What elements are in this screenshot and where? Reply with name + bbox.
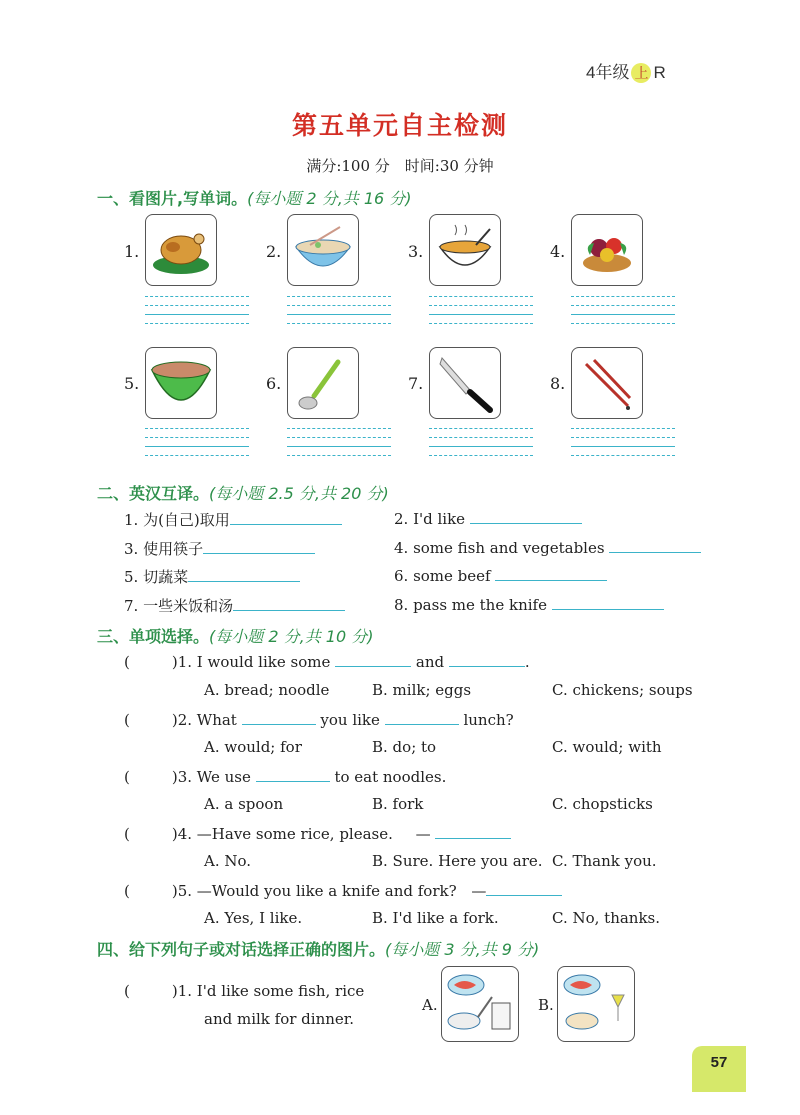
translation-prompt: 3. 使用筷子: [124, 540, 204, 558]
answer-lines[interactable]: [145, 296, 249, 332]
answer-blank[interactable]: [335, 652, 411, 667]
mc-question: [124, 881, 562, 900]
answer-blank[interactable]: [242, 710, 316, 725]
soup-bowl-icon: [429, 214, 501, 286]
option: C. No, thanks.: [552, 909, 661, 927]
question-text: )1. I'd like some fish, rice: [171, 982, 365, 1000]
translation-prompt: 6. some beef: [394, 567, 491, 585]
section1-note: (每小题 2 分,共 16 分): [247, 189, 412, 208]
section2-note: (每小题 2.5 分,共 20 分): [209, 484, 389, 503]
question-text: )3. We use: [171, 768, 251, 786]
item-number: 8.: [550, 374, 566, 393]
option: A. Yes, I like.: [204, 909, 303, 927]
section2-title: 二、英汉互译。: [97, 484, 210, 503]
section4-heading: [97, 937, 539, 960]
answer-paren[interactable]: (: [124, 653, 130, 671]
answer-paren[interactable]: (: [124, 882, 130, 900]
mc-question: [124, 652, 530, 671]
question-text: )1. I would like some: [171, 653, 331, 671]
question-text: lunch?: [463, 711, 514, 729]
answer-blank[interactable]: [435, 824, 511, 839]
option: C. Thank you.: [552, 852, 657, 870]
option: A. would; for: [204, 738, 302, 756]
option: C. chopsticks: [552, 795, 653, 813]
question-text: —: [471, 882, 487, 900]
answer-blank[interactable]: [552, 595, 664, 610]
option: B. I'd like a fork.: [372, 909, 499, 927]
section3-heading: [97, 624, 373, 647]
answer-lines[interactable]: [429, 428, 533, 464]
item-number: 7.: [408, 374, 424, 393]
item-number: 6.: [266, 374, 282, 393]
option-a-label: A.: [422, 996, 438, 1014]
mc-question: [124, 767, 446, 786]
answer-blank[interactable]: [256, 767, 330, 782]
question-text: —: [415, 825, 431, 843]
question-text: )5. —Would you like a knife and fork?: [171, 882, 457, 900]
section3-title: 三、单项选择。: [97, 627, 210, 646]
question-text: .: [524, 653, 530, 671]
answer-lines[interactable]: [145, 428, 249, 464]
spoon-icon: [287, 347, 359, 419]
option: B. milk; eggs: [372, 681, 472, 699]
answer-lines[interactable]: [287, 296, 391, 332]
page-title: 第五单元自主检测: [291, 111, 508, 140]
question-text: )4. —Have some rice, please.: [171, 825, 393, 843]
option: B. do; to: [372, 738, 437, 756]
section1-title: 一、看图片,写单词。: [97, 189, 248, 208]
option: C. would; with: [552, 738, 662, 756]
translation-prompt: 2. I'd like: [394, 510, 466, 528]
page-number: 57: [692, 1046, 746, 1092]
option: A. bread; noodle: [204, 681, 330, 699]
question-text: to eat noodles.: [334, 768, 447, 786]
answer-lines[interactable]: [287, 428, 391, 464]
translation-item: [124, 566, 300, 587]
translation-prompt: 4. some fish and vegetables: [394, 539, 605, 557]
question-text: and milk for dinner.: [204, 1010, 355, 1028]
picture-question: [124, 982, 364, 1000]
option-a-picture[interactable]: [441, 966, 519, 1042]
question-text: and: [415, 653, 445, 671]
answer-blank[interactable]: [230, 510, 342, 525]
answer-blank[interactable]: [470, 509, 582, 524]
translation-prompt: 1. 为(自己)取用: [124, 511, 230, 529]
section1-heading: [97, 186, 412, 209]
answer-paren[interactable]: (: [124, 768, 130, 786]
section2-heading: [97, 481, 389, 504]
edition-text: R: [653, 63, 666, 82]
answer-blank[interactable]: [486, 881, 562, 896]
translation-prompt: 5. 切蔬菜: [124, 568, 189, 586]
section4-title: 四、给下列句子或对话选择正确的图片。: [97, 940, 386, 959]
score-time-info: 满分:100 分 时间:30 分钟: [306, 157, 494, 175]
translation-item: [394, 509, 582, 528]
option: A. a spoon: [204, 795, 284, 813]
item-number: 4.: [550, 242, 566, 261]
option: A. No.: [204, 852, 252, 870]
option: B. fork: [372, 795, 424, 813]
answer-blank[interactable]: [188, 567, 300, 582]
green-bowl-icon: [145, 347, 217, 419]
question-text: you like: [320, 711, 380, 729]
answer-blank[interactable]: [609, 538, 701, 553]
answer-blank[interactable]: [385, 710, 459, 725]
answer-lines[interactable]: [429, 296, 533, 332]
item-number: 3.: [408, 242, 424, 261]
translation-item: [124, 538, 315, 559]
section3-note: (每小题 2 分,共 10 分): [209, 627, 374, 646]
question-text: )2. What: [171, 711, 237, 729]
answer-blank[interactable]: [495, 566, 607, 581]
mc-question: [124, 710, 514, 729]
roast-chicken-icon: [145, 214, 217, 286]
option-b-label: B.: [538, 996, 554, 1014]
semester-badge: 上: [631, 63, 651, 83]
answer-lines[interactable]: [571, 428, 675, 464]
mc-question: [124, 824, 511, 843]
translation-prompt: 8. pass me the knife: [394, 596, 547, 614]
option-b-picture[interactable]: [557, 966, 635, 1042]
translation-item: [394, 538, 701, 557]
translation-item: [394, 595, 664, 614]
noodle-bowl-icon: [287, 214, 359, 286]
translation-item: [124, 595, 345, 616]
item-number: 5.: [124, 374, 140, 393]
answer-paren[interactable]: (: [124, 711, 130, 729]
answer-paren[interactable]: (: [124, 982, 130, 1000]
chopsticks-icon: [571, 347, 643, 419]
option: C. chickens; soups: [552, 681, 693, 699]
item-number: 1.: [124, 242, 140, 261]
grade-label: [586, 58, 666, 83]
answer-blank[interactable]: [449, 652, 525, 667]
translation-item: [394, 566, 607, 585]
vegetables-icon: [571, 214, 643, 286]
item-number: 2.: [266, 242, 282, 261]
section4-note: (每小题 3 分,共 9 分): [385, 940, 540, 959]
knife-icon: [429, 347, 501, 419]
translation-prompt: 7. 一些米饭和汤: [124, 597, 234, 615]
answer-blank[interactable]: [203, 539, 315, 554]
translation-item: [124, 509, 342, 530]
answer-blank[interactable]: [233, 596, 345, 611]
grade-text: 4年级: [586, 63, 630, 82]
option: B. Sure. Here you are.: [372, 852, 543, 870]
answer-lines[interactable]: [571, 296, 675, 332]
answer-paren[interactable]: (: [124, 825, 130, 843]
